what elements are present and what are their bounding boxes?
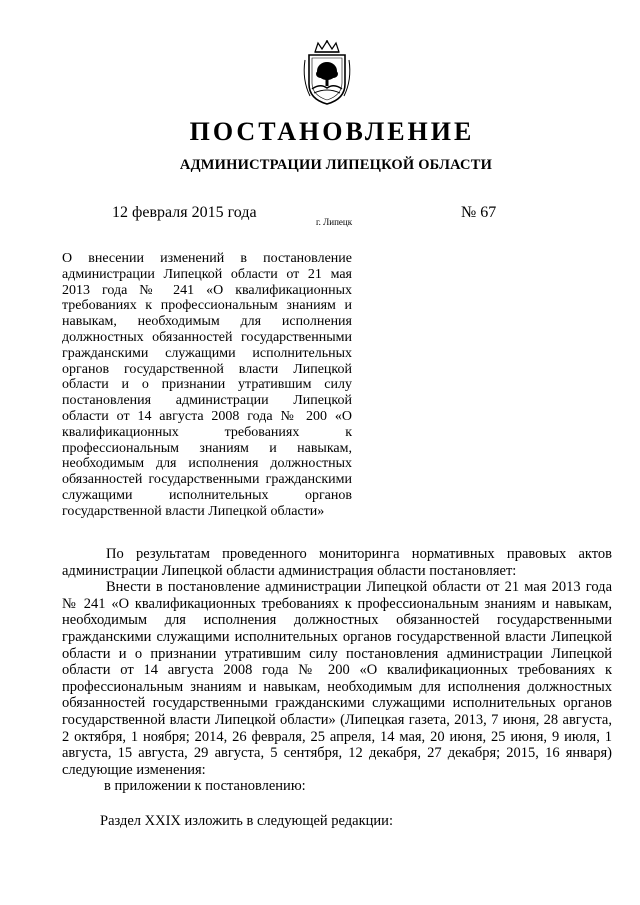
body-paragraph-preamble: По результатам проведенного мониторинга нормативных правовых актов администрации Липецкой области администрация области постановляет:: [62, 546, 612, 579]
issuing-authority: АДМИНИСТРАЦИИ ЛИПЕЦКОЙ ОБЛАСТИ: [179, 157, 493, 173]
body-paragraph-section: Раздел XXIX изложить в следующей редакции:: [100, 812, 393, 829]
document-number: № 67: [461, 204, 497, 221]
document-date: 12 февраля 2015 года: [112, 204, 257, 221]
document-subject: О внесении изменений в постановление администрации Липецкой области от 21 мая 2013 года № 241 «О квалификационных требованиях к профессиональным знаниям и навыкам, необходимым для исполнения должностных обязанностей государственными гражданскими служащими исполнительных органов государственной власти Липецкой области и о признании утратившим силу постановления администрации Липецкой области от 14 августа 2008 года № 200 «О квалификационных требованиях к профессиональным знаниям и навыкам, необходимым для исполнения должностных обязанностей государственными гражданскими служащими исполнительных органов государственной власти Липецкой области»: [62, 251, 352, 519]
document-city: г. Липецк: [316, 217, 353, 227]
body-paragraph-amendment: Внести в постановление администрации Липецкой области от 21 мая 2013 года № 241 «О квалификационных требованиях к профессиональным знаниям и навыкам, необходимым для исполнения должностных обязанностей государственными гражданскими служащими исполнительных органов государственной власти Липецкой области и о признании утратившим силу постановления администрации Липецкой области от 14 августа 2008 года № 200 «О квалификационных требованиях к профессиональным знаниям и навыкам, необходимым для исполнения должностных обязанностей государственными гражданскими служащими исполнительных органов государственной власти Липецкой области» (Липецкая газета, 2013, 7 июня, 28 августа, 2 октября, 1 ноября; 2014, 26 февраля, 25 апреля, 14 мая, 20 июня, 25 июня, 9 июля, 1 августа, 15 августа, 29 августа, 5 сентября, 12 декабря, 27 декабря; 2015, 16 января) следующие изменения:: [62, 579, 612, 778]
lipetsk-coat-of-arms-icon: [300, 40, 354, 106]
document-body: [62, 546, 612, 830]
body-paragraph-appendix: в приложении к постановлению:: [104, 778, 306, 795]
document-title: ПОСТАНОВЛЕНИЕ: [189, 117, 475, 146]
